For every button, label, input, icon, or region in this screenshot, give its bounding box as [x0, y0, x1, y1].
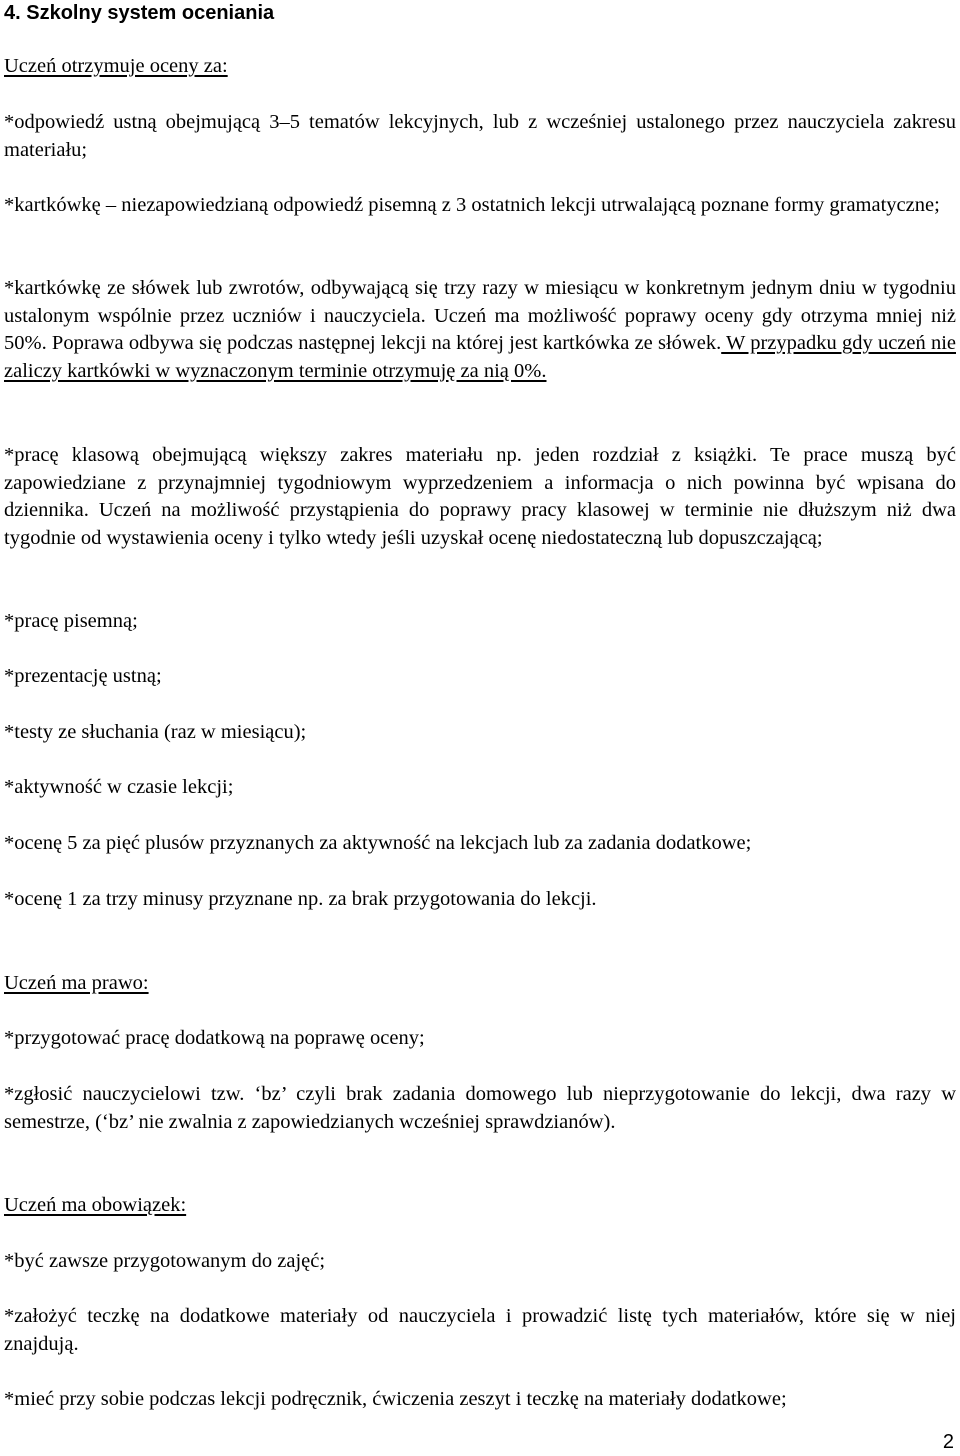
grades-item-short-quiz: *kartkówkę – niezapowiedzianą odpowiedź pisemną z 3 ostatnich lekcji utrwalającą poznane formy gramatyczne;	[4, 194, 940, 216]
grades-item-oral-presentation: *prezentację ustną;	[4, 665, 162, 687]
grades-item-five-pluses: *ocenę 5 za pięć plusów przyznanych za aktywność na lekcjach lub za zadania dodatkowe;	[4, 832, 752, 854]
grades-item-oral-answer: *odpowiedź ustną obejmującą 3–5 tematów lekcyjnych, lub z wcześniej ustalonego przez nauczyciela zakresu materiału;	[4, 111, 956, 161]
page-number: 2	[942, 1431, 954, 1453]
grades-item-class-test: *pracę klasową obejmującą większy zakres materiału np. jeden rozdział z książki. Te prace muszą być zapowiedziane z przynajmniej tygodniowym wyprzedzeniem a informacja o nich powinna być wpisana do dziennika. Uczeń na możliwość przystąpienia do poprawy pracy klasowej w terminie nie dłuższym niż dwa tygodnie od wystawienia oceny i tylko wtedy jeśli uzyskał ocenę niedostateczną lub dopuszczającą;	[4, 444, 956, 549]
duties-item-folder: *założyć teczkę na dodatkowe materiały od nauczyciela i prowadzić listę tych materiałów, które się w niej znajdują.	[4, 1305, 956, 1355]
grades-section-title: Uczeń otrzymuje oceny za:	[4, 55, 228, 77]
rights-item-extra-work: *przygotować pracę dodatkową na poprawę oceny;	[4, 1027, 425, 1049]
duties-item-bring-materials: *mieć przy sobie podczas lekcji podręcznik, ćwiczenia zeszyt i teczkę na materiały dodatkowe;	[4, 1388, 787, 1410]
duties-section-title: Uczeń ma obowiązek:	[4, 1194, 187, 1216]
rights-item-unprepared: *zgłosić nauczycielowi tzw. ‘bz’ czyli brak zadania domowego lub nieprzygotowanie do lekcji, dwa razy w semestrze, (‘bz’ nie zwalnia z zapowiedzianych wcześniej sprawdzianów).	[4, 1083, 956, 1133]
grades-item-three-minuses: *ocenę 1 za trzy minusy przyznane np. za brak przygotowania do lekcji.	[4, 888, 597, 910]
grades-item-written-work: *pracę pisemną;	[4, 610, 138, 632]
section-heading: 4. Szkolny system oceniania	[4, 2, 275, 24]
vocabulary-quiz-text: *kartkówkę ze słówek lub zwrotów, odbywającą się trzy razy w miesiącu w konkretnym jednym dniu w tygodniu ustalonym wspólnie przez uczniów i nauczyciela. Uczeń ma możliwość poprawy oceny gdy otrzyma mniej niż 50%. Poprawa odbywa się podczas następnej lekcji na której jest kartkówka ze słówek.	[4, 277, 956, 354]
duties-item-be-prepared: *być zawsze przygotowanym do zajęć;	[4, 1250, 326, 1272]
vocabulary-quiz-underlined-note: W przypadku gdy uczeń nie zaliczy kartkówki w wyznaczonym terminie otrzymuję za nią 0%.	[4, 332, 956, 382]
grades-item-class-activity: *aktywność w czasie lekcji;	[4, 776, 234, 798]
rights-section-title: Uczeń ma prawo:	[4, 972, 149, 994]
grades-item-listening-tests: *testy ze słuchania (raz w miesiącu);	[4, 721, 307, 743]
grades-item-vocabulary-quiz	[4, 275, 956, 385]
